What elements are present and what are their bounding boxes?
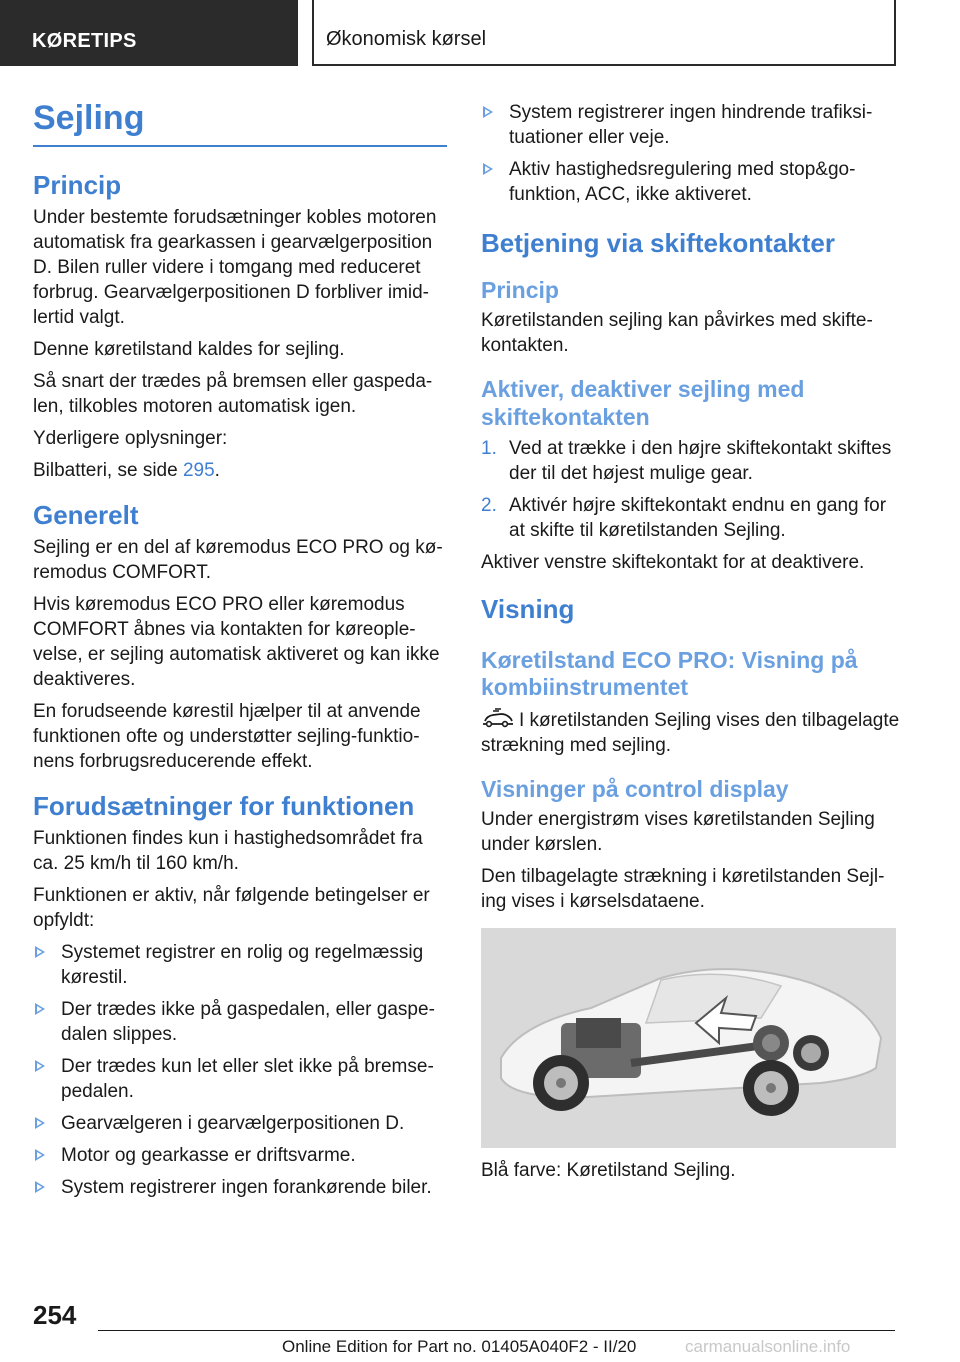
triangle-bullet-icon xyxy=(35,1117,45,1129)
condition-list-continued xyxy=(481,100,901,207)
paragraph: Hvis køremodus ECO PRO eller køremodus COMFORT åbnes via kontakten for køreoplevelse, er sejling automatisk aktiveret og kan ikke deaktiveres. xyxy=(33,594,440,691)
section-tab: KØRETIPS xyxy=(0,0,298,66)
paragraph: Aktiver venstre skiftekontakt for at deaktivere. xyxy=(481,551,865,573)
list-item xyxy=(33,1175,447,1200)
paragraph: En forudseende kørestil hjælper til at anvende funktionen ofte og understøtter sejling-funktionens forbrugsreducerende effekt. xyxy=(33,701,421,773)
list-item xyxy=(33,1143,447,1168)
triangle-bullet-icon xyxy=(35,1149,45,1161)
list-item-text: Systemet registrer en rolig og regelmæssig kørestil. xyxy=(61,942,424,989)
paragraph: Denne køretilstand kaldes for sejling. xyxy=(33,339,345,361)
car-drivetrain-illustration xyxy=(481,928,896,1148)
triangle-bullet-icon xyxy=(35,1060,45,1072)
triangle-bullet-icon xyxy=(483,106,493,118)
heading-eco-pro: Køretilstand ECO PRO: Visning på kombiinstrumentet xyxy=(481,646,858,701)
step-text: Ved at trække i den højre skiftekontakt skiftes der til det højest mulige gear. xyxy=(509,437,892,484)
heading-generelt: Generelt xyxy=(33,500,139,531)
paragraph: Funktionen findes kun i hastighedsområdet fra ca. 25 km/h til 160 km/h. xyxy=(33,828,423,875)
edition-text: Online Edition for Part no. 01405A040F2 - II/20 xyxy=(282,1337,637,1356)
step-text: Aktivér højre skiftekontakt endnu en gang for at skifte til køretilstanden Sejling. xyxy=(509,494,887,541)
page-title: Sejling xyxy=(33,100,447,147)
paragraph: Køretilstanden sejling kan påvirkes med skiftekontakten. xyxy=(481,310,873,357)
page-number: 254 xyxy=(33,1300,77,1330)
paragraph-end: . xyxy=(214,460,220,482)
triangle-bullet-icon xyxy=(35,946,45,958)
paragraph-text: I køretilstanden Sejling vises den tilbagelagte strækning med sejling. xyxy=(481,709,900,756)
list-item xyxy=(33,1054,447,1104)
paragraph-with-icon xyxy=(481,708,901,758)
triangle-bullet-icon xyxy=(35,1181,45,1193)
step-number: 1. xyxy=(481,437,497,459)
list-item-text: Der trædes ikke på gaspedalen, eller gaspedalen slippes. xyxy=(61,999,435,1046)
heading-betjening: Betjening via skiftekontakter xyxy=(481,228,835,258)
paragraph-with-link xyxy=(33,458,447,483)
triangle-bullet-icon xyxy=(483,163,493,175)
list-item xyxy=(481,100,901,150)
coasting-car-icon xyxy=(481,708,515,728)
paragraph-text: Bilbatteri, se side xyxy=(33,460,183,482)
heading-aktiver: Aktiver, deaktiver sejling med skiftekontakten xyxy=(481,376,805,431)
step-item xyxy=(481,493,901,543)
paragraph: Under energistrøm vises køretilstanden Sejling under kørslen. xyxy=(481,809,875,856)
list-item-text: Gearvælgeren i gearvælgerpositionen D. xyxy=(61,1113,405,1135)
footer-divider xyxy=(98,1330,895,1331)
list-item-text: Motor og gearkasse er driftsvarme. xyxy=(61,1145,356,1167)
paragraph: Yderligere oplysninger: xyxy=(33,428,228,450)
list-item-text: Aktiv hastighedsregulering med stop&go-funktion, ACC, ikke aktiveret. xyxy=(509,159,856,205)
car-illustration-svg xyxy=(481,928,896,1148)
list-item-text: System registrerer ingen forankørende biler. xyxy=(61,1177,432,1199)
page-header xyxy=(0,0,960,66)
list-item-text: Der trædes kun let eller slet ikke på bremsepedalen. xyxy=(61,1056,434,1103)
heading-princip: Princip xyxy=(33,170,122,201)
chapter-tab-label: Økonomisk kørsel xyxy=(326,28,487,50)
heading-princip-sub: Princip xyxy=(481,276,559,303)
paragraph: Så snart der trædes på bremsen eller gaspedalen, tilkobles motoren automatisk igen. xyxy=(33,371,433,418)
condition-list xyxy=(33,940,447,1200)
right-column xyxy=(481,100,901,1190)
steps-list xyxy=(481,436,901,543)
list-item xyxy=(33,1111,447,1136)
triangle-bullet-icon xyxy=(35,1003,45,1015)
left-column xyxy=(33,100,447,1207)
figure-caption: Blå farve: Køretilstand Sejling. xyxy=(481,1160,736,1182)
paragraph: Den tilbagelagte strækning i køretilstanden Sejling vises i kørselsdataene. xyxy=(481,866,885,913)
paragraph: Sejling er en del af køremodus ECO PRO og køremodus COMFORT. xyxy=(33,537,443,584)
paragraph: Funktionen er aktiv, når følgende betingelser er opfyldt: xyxy=(33,885,430,932)
step-number: 2. xyxy=(481,494,497,516)
heading-control-display: Visninger på control display xyxy=(481,775,789,802)
list-item xyxy=(33,940,447,990)
paragraph: Under bestemte forudsætninger kobles motoren automatisk fra gearkassen i gearvælgerposition D. Bilen ruller videre i tomgang med reduceret forbrug. Gearvælgerpositionen D forbliver imidlertid valgt. xyxy=(33,207,437,329)
watermark: carmanualsonline.info xyxy=(685,1337,851,1356)
list-item xyxy=(33,997,447,1047)
page-link-295[interactable]: 295 xyxy=(182,460,215,482)
step-item xyxy=(481,436,901,486)
heading-visning: Visning xyxy=(481,593,575,624)
heading-forudsaetninger: Forudsætninger for funktionen xyxy=(33,791,415,822)
list-item-text: System registrerer ingen hindrende trafiksituationer eller veje. xyxy=(509,102,873,148)
list-item xyxy=(481,157,901,207)
